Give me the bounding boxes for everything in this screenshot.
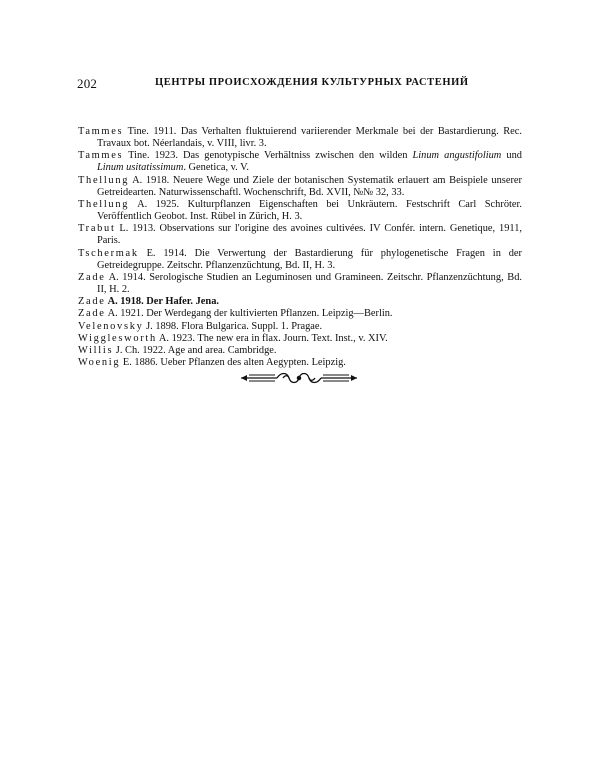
entry-author: Wigglesworth <box>78 332 157 344</box>
entry-text: A. 1923. The new era in flax. Journ. Text. Inst., v. XIV. <box>156 332 388 344</box>
bibliography-entry <box>78 248 522 272</box>
entry-author: Zade <box>78 271 106 283</box>
entry-text: A. 1918. Neuere Wege und Ziele der botanischen Systematik erlauert am Beispiele unserer Getreidearten. Naturwissenschaftl. Wochenschrift, Bd. XVII, №№ 32, 33. <box>97 174 522 198</box>
bibliography-entry <box>78 223 522 247</box>
entry-author: Thellung <box>78 198 130 210</box>
entry-text: A. 1921. Der Werdegang der kultivierten Pflanzen. Leipzig—Berlin. <box>105 308 393 320</box>
entry-author: Tschermak <box>78 247 139 259</box>
bibliography-entry <box>78 199 522 223</box>
entry-author: Zade <box>78 308 106 320</box>
entry-text: E. 1886. Ueber Pflanzen des alten Aegypten. Leipzig. <box>120 356 346 368</box>
entry-text: Tine. 1911. Das Verhalten fluktuierend variierender Merkmale bei der Bastardierung. Rec. Travaux bot. Néerlandais, v. VIII, livr. 3. <box>97 126 522 150</box>
page-number: 202 <box>77 76 98 91</box>
bibliography-entry <box>78 272 522 296</box>
entry-author: Tammes <box>78 126 124 137</box>
entry-text: L. 1913. Observations sur l'origine des avoines cultivées. IV Confér. intern. Genetique, 1911, Paris. <box>97 223 522 247</box>
entry-author: Woenig <box>78 356 121 368</box>
entry-author: Trabut <box>78 223 116 235</box>
bibliography-entry <box>78 296 522 308</box>
species-name: Linum usitatissimum <box>97 162 184 174</box>
bibliography-entry <box>78 308 522 320</box>
species-name: Linum angustifolium <box>412 150 502 162</box>
bibliography-entry <box>78 321 522 333</box>
decorative-ornament <box>239 370 359 386</box>
bibliography-entry <box>78 357 522 369</box>
bibliography-entry <box>78 175 522 199</box>
entry-text: A. 1925. Kulturpflanzen Eigenschaften bei Unkräutern. Festschrift Carl Schröter. Veröffentlich Geobot. Inst. Rübel in Zürich, H. 3. <box>97 198 522 223</box>
entry-author: Velenovsky <box>78 320 144 332</box>
page-header <box>77 76 521 94</box>
entry-author: Thellung <box>78 174 130 186</box>
bibliography-entry <box>78 345 522 357</box>
bibliography-entry <box>78 333 522 345</box>
bibliography-entry <box>78 126 522 150</box>
entry-text: A. 1918. Der Hafer. Jena. <box>105 296 219 308</box>
running-title: ЦЕНТРЫ ПРОИСХОЖДЕНИЯ КУЛЬТУРНЫХ РАСТЕНИЙ <box>155 77 469 88</box>
bibliography-entry <box>78 150 522 174</box>
entry-text: E. 1914. Die Verwertung der Bastardierung für phylogenetische Fragen in der Getreidegruppe. Zeitschr. Pflanzenzüchtung, Bd. II, H. 3. <box>97 247 522 271</box>
entry-text: und <box>501 150 522 162</box>
entry-text: A. 1914. Serologische Studien an Leguminosen und Gramineen. Zeitschr. Pflanzenzüchtung, Bd. II, H. 2. <box>97 271 522 296</box>
entry-text: J. Ch. 1922. Age and area. Cambridge. <box>113 344 277 356</box>
entry-author: Tammes <box>78 150 124 162</box>
entry-text: Tine. 1923. Das genotypische Verhältniss zwischen den wilden <box>123 150 413 162</box>
entry-author: Zade <box>78 296 106 308</box>
bibliography-list <box>78 126 522 369</box>
entry-author: Willis <box>78 344 114 356</box>
entry-text: . Genetica, v. V. <box>183 162 249 174</box>
entry-text: J. 1898. Flora Bulgarica. Suppl. 1. Pragae. <box>143 320 323 332</box>
